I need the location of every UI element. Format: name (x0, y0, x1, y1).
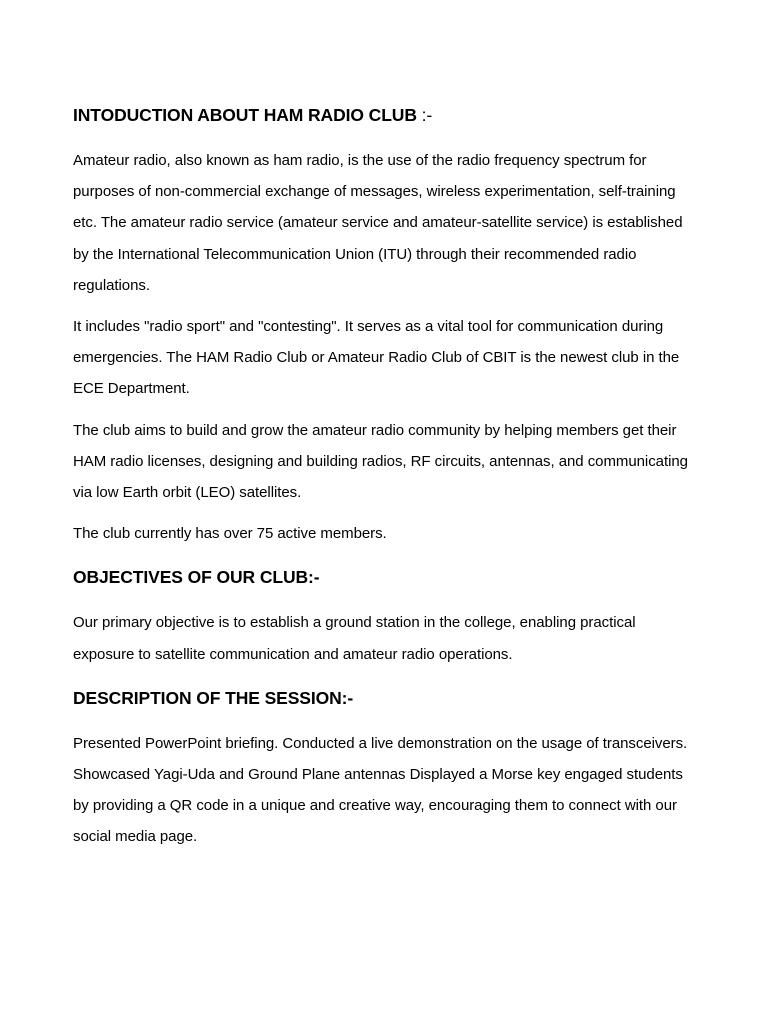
intro-paragraph-2: It includes "radio sport" and "contesting". It serves as a vital tool for communication during emergencies. The HAM Radio Club or Amateur Radio Club of CBIT is the newest club in the ECE Department. (73, 318, 680, 398)
intro-paragraph-4: The club currently has over 75 active members. (73, 525, 387, 543)
intro-heading (73, 103, 698, 127)
intro-heading-suffix: :- (416, 105, 433, 125)
intro-paragraph-1: Amateur radio, also known as ham radio, is the use of the radio frequency spectrum for purposes of non-commercial exchange of messages, wireless experimentation, self-training etc. The amateur radio service (amateur service and amateur-satellite service) is established by the International Telecommunication Union (ITU) through their recommended radio regulations. (73, 152, 683, 294)
document-page (73, 103, 698, 853)
session-paragraph: Presented PowerPoint briefing. Conducted a live demonstration on the usage of transceivers. Showcased Yagi-Uda and Ground Plane antennas Displayed a Morse key engaged students by providing a QR code in a unique and creative way, encouraging them to connect with our social media page. (73, 734, 688, 846)
objectives-paragraph: Our primary objective is to establish a ground station in the college, enabling practical exposure to satellite communication and amateur radio operations. (73, 614, 636, 663)
intro-paragraph-3: The club aims to build and grow the amateur radio community by helping members get their HAM radio licenses, designing and building radios, RF circuits, antennas, and communicating via low Earth orbit (LEO) satellites. (73, 421, 688, 502)
session-heading: DESCRIPTION OF THE SESSION:- (73, 687, 354, 708)
intro-heading-text: INTODUCTION ABOUT HAM RADIO CLUB (73, 105, 417, 125)
objectives-heading: OBJECTIVES OF OUR CLUB:- (73, 567, 320, 588)
